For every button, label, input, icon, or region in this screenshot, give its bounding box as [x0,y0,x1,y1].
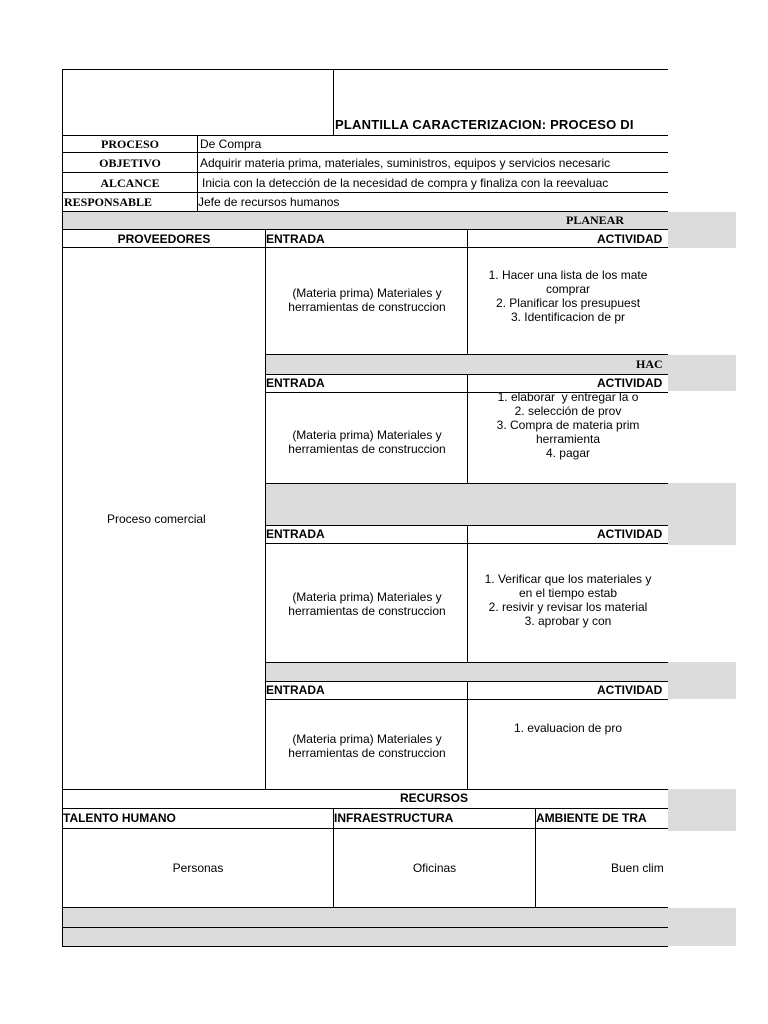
proveedor-value: Proceso comercial [107,512,206,526]
value-responsable: Jefe de recursos humanos [198,195,340,209]
footer-band-1 [63,908,668,927]
recursos-value-ambiente: Buen clim [611,861,664,875]
recursos-header-infra: INFRAESTRUCTURA [334,811,454,825]
verificar-band [266,483,668,525]
col-actividad-1: ACTIVIDAD [597,232,663,246]
entrada-planear: (Materia prima) Materiales y herramientas de construccion [288,286,446,314]
actividades-actuar: 1. evaluacion de pro [513,721,623,735]
recursos-title: RECURSOS [399,791,468,805]
side-strip-recursos [668,789,736,831]
label-objetivo: OBJETIVO [99,156,161,170]
recursos-header-talento: TALENTO HUMANO [63,811,176,825]
footer-band-2 [63,928,668,946]
col-entrada-4: ENTRADA [266,683,325,697]
actividades-hacer: 1. elaborar y entregar la o 2. selección de prov 3. Compra de materia prim herramienta 4. pagar [496,390,640,460]
label-proceso: PROCESO [100,137,159,151]
side-strip-hacer [668,355,736,391]
label-alcance: ALCANCE [100,176,160,190]
actividades-verificar: 1. Verificar que los materiales y en el tiempo estab 2. resivir y revisar los material 3. aprobar y con [484,572,652,628]
entrada-hacer: (Materia prima) Materiales y herramientas de construccion [288,428,446,456]
recursos-header-ambiente: AMBIENTE DE TRA [536,811,647,825]
value-proceso: De Compra [200,137,262,151]
col-entrada-2: ENTRADA [266,376,325,390]
template-title: PLANTILLA CARACTERIZACION: PROCESO DI [335,117,634,132]
recursos-value-talento: Personas [172,861,224,875]
value-alcance: Inicia con la detección de la necesidad de compra y finaliza con la reevaluac [202,176,609,190]
label-responsable: RESPONSABLE [64,195,153,209]
value-objetivo: Adquirir materia prima, materiales, suministros, equipos y servicios necesaric [200,156,611,170]
hacer-band [266,355,668,374]
col-entrada-1: ENTRADA [266,232,325,246]
actividades-planear: 1. Hacer una lista de los mate comprar 2. Planificar los presupuest 3. Identificacion de pr [488,268,648,324]
side-strip-actuar [668,662,736,699]
side-strip-footer [668,908,736,946]
col-actividad-3: ACTIVIDAD [597,527,663,541]
phase-planear: PLANEAR [566,213,625,227]
col-proveedores: PROVEEDORES [117,232,211,246]
col-actividad-2: ACTIVIDAD [597,376,663,390]
col-actividad-4: ACTIVIDAD [597,683,663,697]
entrada-verificar: (Materia prima) Materiales y herramientas de construccion [288,590,446,618]
col-entrada-3: ENTRADA [266,527,325,541]
actuar-band [266,662,668,681]
side-strip-planear [668,212,736,248]
recursos-value-infra: Oficinas [412,861,457,875]
phase-hacer: HAC [636,357,663,371]
entrada-actuar: (Materia prima) Materiales y herramientas de construccion [288,732,446,760]
side-strip-verificar [668,483,736,545]
